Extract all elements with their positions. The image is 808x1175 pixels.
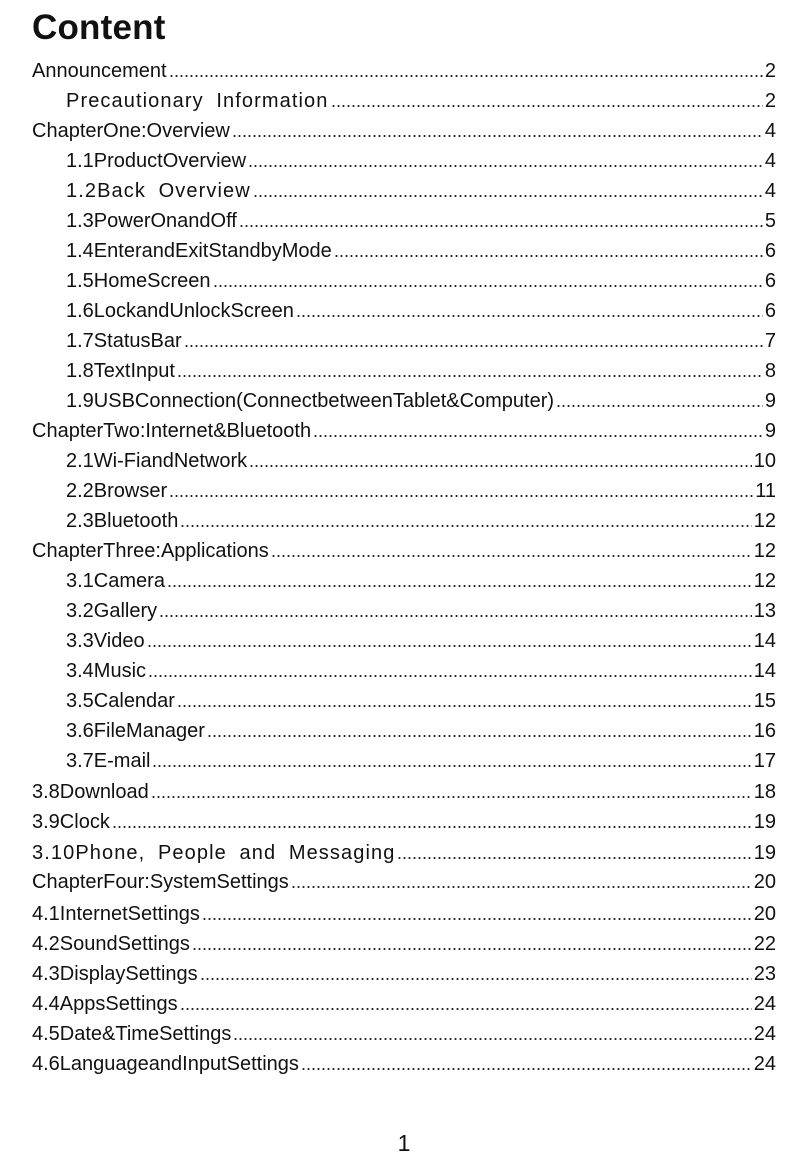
toc-entry-label: 1.6LockandUnlockScreen	[66, 300, 294, 322]
toc-entry	[66, 235, 776, 263]
toc-entry	[66, 565, 776, 593]
toc-entry	[66, 445, 776, 473]
toc-entry	[32, 928, 776, 956]
dot-leader	[169, 74, 763, 78]
toc-entry-label: 4.4AppsSettings	[32, 993, 178, 1015]
toc-entry	[66, 475, 776, 503]
toc-entry-page: 22	[753, 933, 776, 955]
dot-leader	[213, 284, 763, 288]
toc-entry	[66, 655, 776, 683]
toc-entry-label: 3.8Download	[32, 781, 149, 803]
dot-leader	[271, 554, 752, 558]
toc-entry-page: 19	[753, 811, 776, 833]
toc-entry-page: 6	[764, 270, 776, 292]
dot-leader	[301, 1067, 752, 1071]
toc-entry	[32, 415, 776, 443]
toc-entry-page: 14	[753, 630, 776, 652]
toc-entry	[32, 806, 776, 834]
dot-leader	[147, 644, 752, 648]
toc-entry	[66, 385, 776, 413]
toc-entry	[66, 205, 776, 233]
toc-entry	[66, 715, 776, 743]
toc-entry	[32, 866, 776, 894]
toc-entry-label: 3.7E-mail	[66, 750, 151, 772]
toc-entry-page: 23	[753, 963, 776, 985]
toc-entry	[66, 355, 776, 383]
toc-entry-label: 3.5Calendar	[66, 690, 175, 712]
dot-leader	[151, 795, 752, 799]
toc-entry-page: 6	[764, 300, 776, 322]
dot-leader	[291, 885, 752, 889]
toc-entry-label: 1.9USBConnection(ConnectbetweenTablet&Computer)	[66, 390, 555, 412]
toc-entry-page: 17	[753, 750, 776, 772]
page-number: 1	[397, 1130, 411, 1156]
dot-leader	[159, 614, 752, 618]
toc-entry	[66, 265, 776, 293]
toc-entry	[66, 685, 776, 713]
dot-leader	[296, 314, 763, 318]
dot-leader	[148, 674, 752, 678]
toc-entry-label: 1.5HomeScreen	[66, 270, 211, 292]
dot-leader	[112, 825, 752, 829]
dot-leader	[184, 344, 763, 348]
toc-entry-label: 2.2Browser	[66, 480, 168, 502]
toc-entry-page: 4	[764, 150, 776, 172]
toc-entry-page: 12	[753, 510, 776, 532]
toc-entry-page: 12	[753, 570, 776, 592]
toc-entry-page: 16	[753, 720, 776, 742]
dot-leader	[331, 104, 763, 108]
toc-entry-page: 7	[764, 330, 776, 352]
toc-entry	[66, 295, 776, 323]
toc-entry-label: 1.1ProductOverview	[66, 150, 247, 172]
dot-leader	[249, 464, 752, 468]
toc-entry-label: 3.4Music	[66, 660, 147, 682]
toc-entry-page: 19	[753, 842, 776, 864]
toc-entry	[66, 325, 776, 353]
toc-entry-page: 2	[764, 60, 776, 82]
dot-leader	[232, 134, 763, 138]
dot-leader	[200, 977, 752, 981]
dot-leader	[397, 856, 751, 860]
toc-entry-label: 4.3DisplaySettings	[32, 963, 198, 985]
toc-entry-page: 10	[753, 450, 776, 472]
toc-entry-label: Precautionary Information	[66, 90, 329, 112]
dot-leader	[202, 917, 752, 921]
dot-leader	[334, 254, 763, 258]
dot-leader	[169, 494, 753, 498]
toc-entry-label: ChapterTwo:Internet&Bluetooth	[32, 420, 312, 442]
toc-entry	[32, 898, 776, 926]
toc-entry-label: 2.3Bluetooth	[66, 510, 179, 532]
dot-leader	[253, 194, 763, 198]
toc-entry-label: 4.1InternetSettings	[32, 903, 200, 925]
toc-entry	[66, 85, 776, 113]
toc-entry-page: 14	[753, 660, 776, 682]
dot-leader	[180, 524, 751, 528]
toc-entry-page: 24	[753, 1053, 776, 1075]
toc-entry-label: 3.3Video	[66, 630, 145, 652]
toc-entry-page: 9	[764, 390, 776, 412]
dot-leader	[177, 374, 763, 378]
toc-entry-label: 1.7StatusBar	[66, 330, 182, 352]
dot-leader	[180, 1007, 752, 1011]
toc-entry-page: 9	[764, 420, 776, 442]
toc-entry-label: 4.6LanguageandInputSettings	[32, 1053, 299, 1075]
toc-entry-label: Announcement	[32, 60, 167, 82]
toc-entry	[66, 175, 776, 203]
dot-leader	[177, 704, 752, 708]
toc-entry-page: 6	[764, 240, 776, 262]
dot-leader	[313, 434, 763, 438]
dot-leader	[233, 1037, 751, 1041]
toc-entry	[66, 625, 776, 653]
dot-leader	[207, 734, 752, 738]
toc-entry	[66, 595, 776, 623]
toc-entry-page: 4	[764, 120, 776, 142]
toc-entry-label: 3.10Phone, People and Messaging	[32, 842, 396, 864]
toc-entry	[66, 145, 776, 173]
toc-entry	[32, 776, 776, 804]
toc-entry-label: 1.4EnterandExitStandbyMode	[66, 240, 332, 262]
dot-leader	[167, 584, 752, 588]
toc-entry	[32, 958, 776, 986]
toc-entry	[32, 115, 776, 143]
toc-entry-label: ChapterFour:SystemSettings	[32, 871, 289, 893]
dot-leader	[192, 947, 752, 951]
toc-entry-page: 24	[753, 993, 776, 1015]
toc-entry-label: 1.8TextInput	[66, 360, 175, 382]
toc-entry-label: ChapterOne:Overview	[32, 120, 230, 142]
toc-entry-page: 18	[753, 781, 776, 803]
toc-entry-page: 8	[764, 360, 776, 382]
toc-entry-page: 11	[755, 480, 776, 502]
toc-entry-label: 4.5Date&TimeSettings	[32, 1023, 232, 1045]
toc-entry-label: 4.2SoundSettings	[32, 933, 190, 955]
toc-entry	[32, 1018, 776, 1046]
toc-entry-label: 3.2Gallery	[66, 600, 158, 622]
page-title: Content	[32, 8, 166, 47]
toc-entry-label: ChapterThree:Applications	[32, 540, 269, 562]
toc-entry-page: 4	[764, 180, 776, 202]
dot-leader	[239, 224, 763, 228]
toc-entry	[32, 988, 776, 1016]
toc-entry	[32, 535, 776, 563]
dot-leader	[152, 764, 751, 768]
toc-entry-page: 15	[753, 690, 776, 712]
toc-entry	[32, 1048, 776, 1076]
toc-entry	[66, 505, 776, 533]
toc-entry-label: 1.2Back Overview	[66, 180, 251, 202]
toc-entry-label: 3.9Clock	[32, 811, 110, 833]
toc-entry-page: 5	[764, 210, 776, 232]
toc-entry-page: 20	[753, 871, 776, 893]
toc-entry-label: 3.6FileManager	[66, 720, 205, 742]
toc-entry	[66, 745, 776, 773]
toc-entry	[32, 837, 776, 865]
toc-entry-page: 13	[753, 600, 776, 622]
toc-entry-page: 12	[753, 540, 776, 562]
dot-leader	[248, 164, 763, 168]
toc-entry-label: 1.3PowerOnandOff	[66, 210, 237, 232]
toc-entry	[32, 55, 776, 83]
toc-entry-page: 2	[764, 90, 776, 112]
toc-entry-page: 20	[753, 903, 776, 925]
dot-leader	[556, 404, 763, 408]
toc-entry-page: 24	[753, 1023, 776, 1045]
toc-entry-label: 3.1Camera	[66, 570, 165, 592]
toc-entry-label: 2.1Wi-FiandNetwork	[66, 450, 248, 472]
